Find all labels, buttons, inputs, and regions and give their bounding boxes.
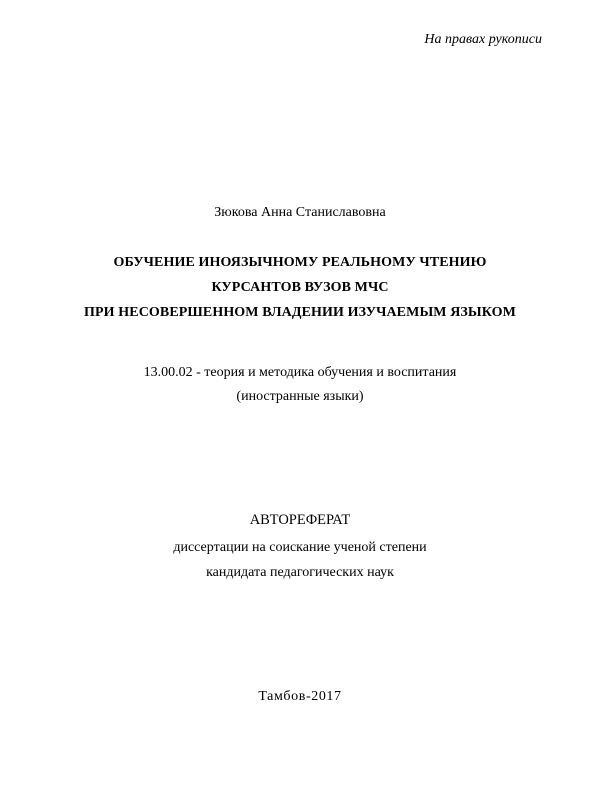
specialty-code: 13.00.02 - теория и методика обучения и воспитания xyxy=(143,365,457,380)
author-name: Зюкова Анна Станиславовна xyxy=(214,205,386,220)
document-type-heading: АВТОРЕФЕРАТ xyxy=(249,512,351,528)
manuscript-note: На правах рукописи xyxy=(424,32,542,47)
title-line-2: КУРСАНТОВ ВУЗОВ МЧС xyxy=(211,280,389,295)
city-year: Тамбов-2017 xyxy=(258,689,342,704)
degree-line-2: кандидата педагогических наук xyxy=(206,565,394,580)
title-line-1: ОБУЧЕНИЕ ИНОЯЗЫЧНОМУ РЕАЛЬНОМУ ЧТЕНИЮ xyxy=(113,255,487,270)
specialty-subfield: (иностранные языки) xyxy=(236,389,364,404)
degree-line-1: диссертации на соискание ученой степени xyxy=(173,540,427,555)
title-line-3: ПРИ НЕСОВЕРШЕННОМ ВЛАДЕНИИ ИЗУЧАЕМЫМ ЯЗЫКОМ xyxy=(84,305,516,320)
